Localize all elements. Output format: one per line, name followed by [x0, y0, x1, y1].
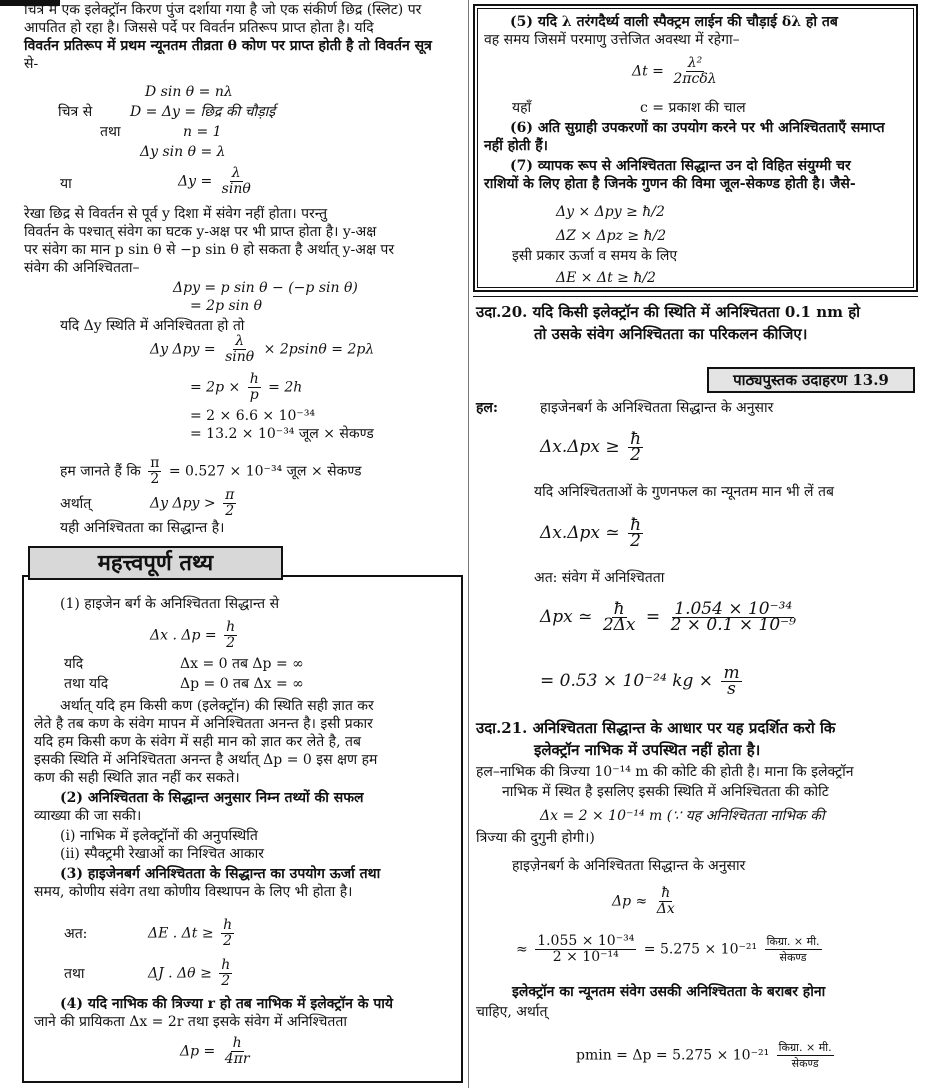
fact-line: राशियों के लिए होता है जिनके गुणन की विमा जूल-सेकण्ड होती है। जैसे- — [484, 176, 856, 192]
fact-equation: c = प्रकाश की चाल — [640, 100, 746, 116]
equation-relation: ΔZ × Δpz ≥ ħ/2 — [556, 228, 667, 244]
equation-delta-p-value — [516, 934, 825, 965]
equation-label: तथा — [100, 124, 121, 140]
fact-line: नहीं होती हैं। — [484, 138, 548, 154]
equation-diffraction: D sin θ = nλ — [145, 84, 233, 100]
equation-momentum-result — [540, 663, 745, 699]
numerator: ħ — [630, 429, 642, 449]
fraction — [628, 429, 643, 465]
denominator: 2 — [630, 531, 641, 551]
numerator: h — [232, 1035, 242, 1051]
fact-label: तथा — [64, 966, 85, 982]
fraction — [223, 488, 236, 519]
equation-lhs: Δx . Δp = — [150, 627, 217, 644]
column-divider — [468, 0, 469, 1088]
equation-rhs: = 5.275 × 10⁻²¹ — [643, 941, 758, 958]
equation-lhs: = 0.53 × 10⁻²⁴ kg × — [540, 671, 714, 691]
denominator: 2 × 0.1 × 10⁻⁹ — [670, 615, 796, 635]
solution-label: हल: — [476, 400, 499, 416]
equation-inequality — [150, 488, 239, 519]
equation-delta-y — [178, 166, 256, 197]
fraction — [721, 663, 741, 699]
fact-label: तथा यदि — [64, 676, 109, 692]
equation-lhs: Δy = — [178, 173, 213, 190]
fact-line: (ii) स्पैक्ट्रमी रेखाओं का निश्चित आकार — [60, 846, 264, 862]
equation-lhs: Δx.Δpx ≃ — [540, 523, 620, 543]
intro-line-1: चित्र में एक इलेक्ट्रॉन किरण पुंज दर्शाया गया है जो एक संकीर्ण छिद्र (स्लिट) पर — [24, 2, 422, 18]
fraction — [248, 372, 261, 403]
equation-rhs: = 2h — [268, 379, 303, 396]
solution-line: Δx = 2 × 10⁻¹⁴ m (∵ यह अनिश्चितता नाभिक की — [540, 808, 825, 824]
denominator: s — [727, 679, 736, 699]
solution-line: इलेक्ट्रॉन का न्यूनतम संवेग उसकी अनिश्चितता के बराबर होना — [512, 984, 826, 1000]
fraction — [223, 334, 256, 365]
para-line: विवर्तन के पश्चात् संवेग का घटक y-अक्ष पर भी प्राप्त होता है। y-अक्ष — [24, 224, 377, 240]
equation-momentum — [540, 599, 801, 635]
solution-line: हाइजेनबर्ग के अनिश्चितता सिद्धान्त के अनुसार — [540, 400, 774, 416]
denominator: सेकण्ड — [779, 951, 807, 964]
equation-step — [190, 372, 302, 403]
para-line: पर संवेग का मान p sin θ से −p sin θ हो सकता है अर्थात् y-अक्ष पर — [24, 242, 395, 258]
numerator: किग्रा. × मी. — [778, 1041, 832, 1054]
equation-lhs: Δy Δpy > — [150, 495, 216, 512]
equation-label: अर्थात् — [60, 496, 92, 512]
equation-lhs: pmin = Δp = 5.275 × 10⁻²¹ — [576, 1047, 770, 1064]
solution-line: नाभिक में स्थित है इसलिए इसकी स्थिति में अनिश्चितता की कोटि — [502, 784, 829, 800]
fact-line: जाने की प्रायिकता Δx = 2r तथा इसके संवेग में अनिश्चितता — [34, 1014, 347, 1030]
solution-line: चाहिए, अर्थात् — [476, 1004, 548, 1020]
fact-line: (i) नाभिक में इलेक्ट्रॉनों की अनुपस्थिति — [60, 828, 258, 844]
equation-momentum-uncertainty: Δpy = p sin θ − (−p sin θ) — [173, 280, 358, 296]
fact-line: इसकी स्थिति में अनिश्चितता अनन्त है अर्थात् Δp = 0 इस क्षण हम — [34, 752, 378, 768]
denominator: 2 — [225, 503, 235, 519]
denominator: 2 — [221, 973, 231, 989]
equation-step: = 13.2 × 10⁻³⁴ जूल × सेकण्ड — [190, 426, 374, 442]
fact-line: (7) व्यापक रूप से अनिश्चितता सिद्धान्त उन दो विहित संयुग्मी चर — [510, 158, 851, 174]
denominator: सेकण्ड — [791, 1057, 819, 1070]
fact-line: इसी प्रकार ऊर्जा व समय के लिए — [512, 248, 678, 264]
equation-uncertainty — [150, 620, 240, 651]
fraction — [220, 166, 253, 197]
fraction — [535, 934, 636, 965]
fact-line: (5) यदि λ तरंगदैर्ध्य वाली स्पैक्ट्रम लाईन की चौड़ाई δλ हो तब — [510, 14, 838, 30]
fact-line: (3) हाइजेनबर्ग अनिश्चितता के सिद्धान्त का उपयोग ऊर्जा तथा — [60, 866, 381, 882]
numerator: h — [226, 619, 236, 635]
equation-rhs: = 0.527 × 10⁻³⁴ जूल × सेकण्ड — [168, 463, 362, 480]
equation-momentum-result: = 2p sin θ — [190, 298, 263, 314]
fact-equation: Δx = 0 तब Δp = ∞ — [180, 656, 304, 672]
fact-label: यहाँ — [512, 100, 532, 116]
fraction — [628, 515, 643, 551]
denominator: 2πcδλ — [673, 71, 717, 87]
equation-label: या — [60, 176, 72, 192]
intro-line-2: आपतित हो रहा है। जिससे पर्दे पर विवर्तन प्रतिरूप प्राप्त होता है। यदि — [24, 20, 374, 36]
unit-fraction — [777, 1040, 834, 1071]
equation-rhs: × 2psinθ = 2pλ — [263, 341, 375, 358]
fact-line: कण की सही स्थिति ज्ञात नहीं कर सकते। — [34, 770, 240, 786]
equation-known — [60, 456, 361, 487]
equation-lhs: Δpx ≃ — [540, 607, 593, 627]
intro-line-3: विवर्तन प्रतिरूप में प्रथम न्यूनतम तीव्रता θ कोण पर प्राप्त होती है तो विवर्तन सूत्र — [24, 38, 432, 54]
equation-uncertainty — [540, 429, 646, 465]
para-line: यदि Δy स्थिति में अनिश्चितता हो तो — [60, 318, 245, 334]
example-20-question: उदा.20. यदि किसी इलेक्ट्रॉन की स्थिति में अनिश्चितता 0.1 nm हो — [476, 303, 861, 321]
equation-lhs: Δp = — [180, 1043, 216, 1060]
equation-energy-time — [148, 918, 237, 949]
numerator: π — [225, 487, 235, 503]
solution-line: हल–नाभिक की त्रिज्या 10⁻¹⁴ m की कोटि की होती है। माना कि इलेक्ट्रॉन — [476, 764, 854, 780]
fraction — [671, 56, 718, 87]
equation-uncertainty-min — [540, 515, 646, 551]
equation-label: हम जानते हैं कि — [60, 463, 141, 480]
fraction — [601, 599, 638, 635]
intro-line-4: से- — [24, 56, 39, 72]
equals-sign: = — [645, 607, 661, 627]
numerator: λ² — [687, 55, 703, 71]
fraction — [221, 918, 234, 949]
numerator: m — [723, 663, 740, 683]
numerator: किग्रा. × मी. — [766, 935, 820, 948]
fraction — [224, 620, 237, 651]
numerator: ħ — [661, 885, 671, 901]
denominator: Δx — [656, 901, 675, 917]
equation-order: n = 1 — [183, 124, 222, 140]
fact-label: अत: — [64, 926, 88, 942]
denominator: sinθ — [221, 181, 251, 197]
equation-lhs: Δt = — [632, 63, 664, 80]
equation-first-minimum: Δy sin θ = λ — [140, 144, 226, 160]
numerator: ħ — [613, 599, 625, 619]
solution-line: हाइज़ेनबर्ग के अनिश्चितता सिद्धान्त के अनुसार — [512, 858, 746, 874]
section-rule — [473, 296, 918, 297]
fact-line: (6) अति सुग्राही उपकरणों का उपयोग करने पर भी अनिश्चितताएँ समाप्त — [510, 120, 885, 136]
fact-label: यदि — [64, 656, 84, 672]
fact-line: अर्थात् यदि हम किसी कण (इलेक्ट्रॉन) की स्थिति सही ज्ञात कर — [60, 698, 374, 714]
equation-product — [150, 334, 374, 365]
numerator: π — [150, 455, 160, 471]
numerator: λ — [231, 165, 241, 181]
numerator: h — [223, 917, 233, 933]
example-20-question: तो उसके संवेग अनिश्चितता का परिकलन कीजिए। — [534, 325, 808, 343]
solution-line: त्रिज्या की दुगुनी होगी।) — [476, 830, 595, 846]
fraction — [223, 1036, 252, 1067]
fact-equation: Δp = 0 तब Δx = ∞ — [180, 676, 304, 692]
fraction — [655, 886, 677, 917]
equation-step: = 2 × 6.6 × 10⁻³⁴ — [190, 408, 316, 424]
denominator: p — [249, 387, 259, 403]
unit-fraction — [765, 934, 822, 965]
fact-line: (2) अनिश्चितता के सिद्धान्त अनुसार निम्न तथ्यों की सफल — [60, 790, 364, 806]
solution-line: यदि अनिश्चितताओं के गुणनफल का न्यूनतम मान भी लें तब — [534, 484, 834, 500]
fact-line: (1) हाइजेन बर्ग के अनिश्चितता सिद्धान्त से — [60, 596, 280, 612]
important-facts-banner: महत्त्वपूर्ण तथ्य — [28, 546, 283, 580]
fraction — [669, 599, 798, 635]
equation-lhs: ΔJ . Δθ ≥ — [148, 965, 212, 982]
numerator: 1.054 × 10⁻³⁴ — [674, 599, 793, 619]
equation-angular — [148, 958, 235, 989]
denominator: 2 — [226, 635, 236, 651]
numerator: h — [221, 957, 231, 973]
equation-p-min — [576, 1040, 837, 1071]
numerator: 1.055 × 10⁻³⁴ — [537, 933, 635, 949]
equation-lhs: ΔE . Δt ≥ — [148, 925, 214, 942]
denominator: sinθ — [225, 349, 255, 365]
denominator: 2 — [150, 471, 160, 487]
fact-line: (4) यदि नाभिक की त्रिज्या r हो तब नाभिक में इलेक्ट्रॉन के पाये — [60, 996, 394, 1012]
denominator: 2 — [630, 445, 641, 465]
fact-line: लेते है तब कण के संवेग मापन में अनिश्चितता अनन्त है। इसी प्रकार — [34, 716, 373, 732]
equation-relation: Δy × Δpy ≥ ħ/2 — [556, 204, 665, 220]
fact-line: व्याख्या की जा सकी। — [34, 808, 142, 824]
denominator: 2 × 10⁻¹⁴ — [552, 949, 619, 965]
equation-delta-p — [612, 886, 680, 917]
equation-label: चित्र से — [58, 104, 93, 120]
equation-lhs: Δx.Δpx ≥ — [540, 437, 620, 457]
example-21-question: उदा.21. अनिश्चितता सिद्धान्त के आधार पर यह प्रदर्शित करो कि — [476, 719, 836, 737]
denominator: 2Δx — [602, 615, 636, 635]
denominator: 2 — [223, 933, 233, 949]
denominator: 4πr — [224, 1051, 250, 1067]
numerator: λ — [235, 333, 245, 349]
equation-slit-width: D = Δy = छिद्र की चौड़ाई — [130, 104, 276, 120]
numerator: ħ — [630, 515, 642, 535]
para-line: यही अनिश्चितता का सिद्धान्त है। — [60, 520, 225, 536]
equation-lhs: Δy Δpy = — [150, 341, 216, 358]
para-line: रेखा छिद्र से विवर्तन से पूर्व y दिशा में संवेग नहीं होता। परन्तु — [24, 206, 328, 222]
fact-line: वह समय जिसमें परमाणु उत्तेजित अवस्था में रहेगा– — [484, 32, 740, 48]
fraction — [219, 958, 232, 989]
solution-line: अत: संवेग में अनिश्चितता — [534, 570, 665, 586]
equation-lhs: = 2p × — [190, 379, 241, 396]
equation-lhs: ≈ — [516, 941, 528, 958]
equation-lhs: Δp ≈ — [612, 893, 648, 910]
fact-line: यदि हम किसी कण के संवेग में सही मान को ज्ञात कर लेते है, तब — [34, 734, 361, 750]
textbook-example-label: पाठ्यपुस्तक उदाहरण 13.9 — [707, 367, 915, 393]
numerator: h — [249, 371, 259, 387]
para-line: संवेग की अनिश्चितता– — [24, 260, 140, 276]
equation-nucleus — [180, 1036, 255, 1067]
example-21-question: इलेक्ट्रॉन नाभिक में उपस्थित नहीं होता है। — [534, 741, 761, 759]
equation-lifetime — [632, 56, 722, 87]
equation-relation: ΔE × Δt ≥ ħ/2 — [556, 270, 656, 286]
fact-line: समय, कोणीय संवेग तथा कोणीय विस्थापन के लिए भी होता है। — [34, 884, 353, 900]
fraction — [148, 456, 161, 487]
